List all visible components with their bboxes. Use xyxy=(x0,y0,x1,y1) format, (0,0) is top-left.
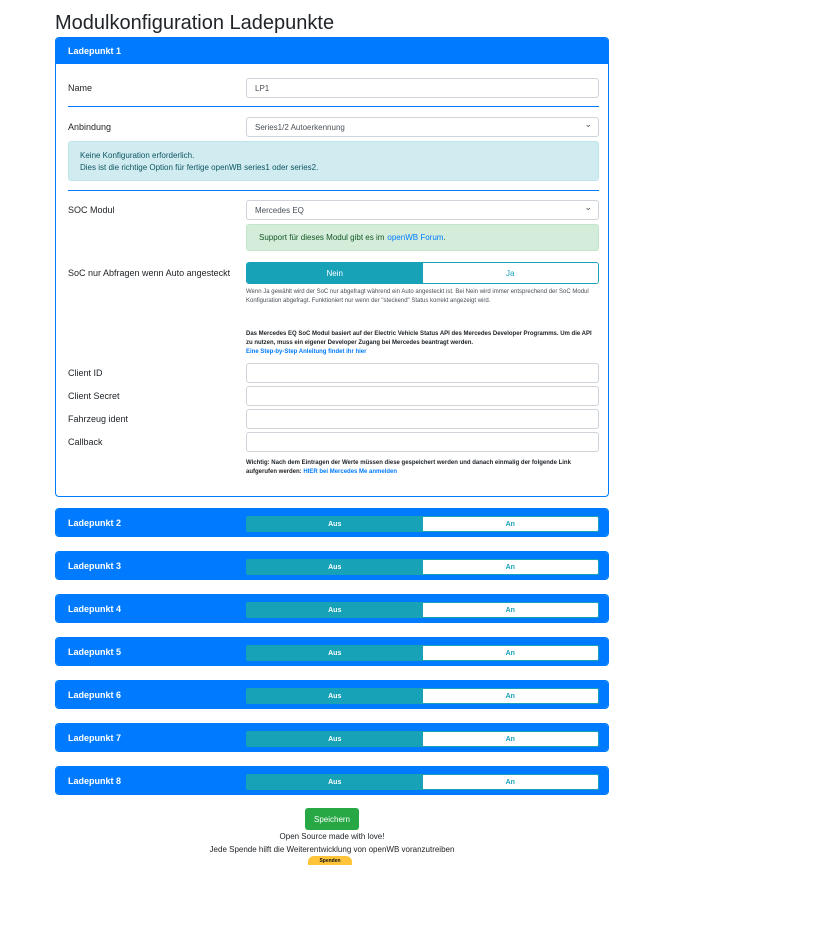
divider xyxy=(68,190,599,191)
soc-modul-select[interactable] xyxy=(246,200,599,220)
ladepunkt-6-header xyxy=(56,681,608,708)
toggle-aus-option[interactable]: Aus xyxy=(247,689,423,703)
support-text-end: . xyxy=(443,233,446,242)
mercedes-description-text: Das Mercedes EQ SoC Modul basiert auf der Electric Vehicle Status API des Mercedes Developer Programms. Um die API zu nutzen, muss ein eigener Developer Zugang bei Mercedes beantragt werden. xyxy=(246,331,592,346)
ladepunkt-5-card xyxy=(55,637,609,666)
ladepunkt-5-header xyxy=(56,638,608,665)
callback-input[interactable] xyxy=(246,432,599,452)
info-alert-line1: Keine Konfiguration erforderlich. xyxy=(80,151,195,160)
client-secret-label: Client Secret xyxy=(68,391,120,401)
ladepunkt-2-header xyxy=(56,509,608,536)
page-title: Modulkonfiguration Ladepunkte xyxy=(55,12,335,34)
ladepunkt-5-title: Ladepunkt 5 xyxy=(68,646,122,657)
ladepunkt-2-title: Ladepunkt 2 xyxy=(68,517,122,528)
mercedes-note xyxy=(246,459,599,477)
ladepunkt-2-toggle xyxy=(246,516,599,532)
ladepunkt-4-title: Ladepunkt 4 xyxy=(68,603,122,614)
toggle-an-option[interactable]: An xyxy=(423,603,599,617)
ladepunkt-3-title: Ladepunkt 3 xyxy=(68,560,122,571)
soc-only-label: SoC nur Abfragen wenn Auto angesteckt xyxy=(68,268,231,278)
ladepunkt-8-title: Ladepunkt 8 xyxy=(68,775,122,786)
ladepunkt-5-toggle xyxy=(246,645,599,661)
footer-love-text: Open Source made with love! xyxy=(279,832,385,841)
ladepunkt-1-card xyxy=(55,37,609,497)
ladepunkt-3-header xyxy=(56,552,608,579)
anbindung-label: Anbindung xyxy=(68,122,112,132)
ladepunkt-4-card xyxy=(55,594,609,623)
callback-label: Callback xyxy=(68,437,103,447)
ladepunkt-7-card xyxy=(55,723,609,752)
ladepunkt-1-header: Ladepunkt 1 xyxy=(56,38,608,64)
toggle-an-option[interactable]: An xyxy=(423,732,599,746)
support-text: Support für dieses Modul gibt es im xyxy=(259,233,385,242)
toggle-an-option[interactable]: An xyxy=(423,689,599,703)
ladepunkt-7-title: Ladepunkt 7 xyxy=(68,732,122,743)
toggle-aus-option[interactable]: Aus xyxy=(247,603,423,617)
fahrzeug-ident-label: Fahrzeug ident xyxy=(68,414,129,424)
soc-modul-label: SOC Modul xyxy=(68,205,115,215)
openwb-forum-link[interactable]: openWB Forum xyxy=(387,233,444,242)
anbindung-select[interactable] xyxy=(246,117,599,137)
ladepunkt-8-card xyxy=(55,766,609,795)
save-button[interactable]: Speichern xyxy=(305,808,359,830)
mercedes-note-text: Wichtig: Nach dem Eintragen der Werte müssen diese gespeichert werden und danach einmalig der folgende Link aufgerufen werden: xyxy=(246,460,571,475)
toggle-aus-option[interactable]: Aus xyxy=(247,560,423,574)
mercedes-description xyxy=(246,330,599,357)
toggle-ja-option[interactable]: Ja xyxy=(423,263,599,283)
ladepunkt-7-toggle xyxy=(246,731,599,747)
toggle-aus-option[interactable]: Aus xyxy=(247,775,423,789)
ladepunkt-2-card xyxy=(55,508,609,537)
soc-modul-select-value: Mercedes EQ xyxy=(255,205,304,215)
toggle-an-option[interactable]: An xyxy=(423,517,599,531)
toggle-an-option[interactable]: An xyxy=(423,646,599,660)
ladepunkt-3-card xyxy=(55,551,609,580)
toggle-aus-option[interactable]: Aus xyxy=(247,732,423,746)
soc-help-text: Wenn Ja gewählt wird der SoC nur abgefragt während ein Auto angesteckt ist. Bei Nein wird immer entsprechend der SoC Modul Konfiguration abgefragt. Funktioniert nur wenn der "steckend" Status korrekt angezeigt wird. xyxy=(246,289,589,304)
client-id-label: Client ID xyxy=(68,368,103,378)
divider xyxy=(68,106,599,107)
ladepunkt-6-card xyxy=(55,680,609,709)
info-alert xyxy=(68,141,599,181)
ladepunkt-6-toggle xyxy=(246,688,599,704)
support-alert xyxy=(246,224,599,251)
ladepunkt-8-toggle xyxy=(246,774,599,790)
ladepunkt-4-header xyxy=(56,595,608,622)
name-input[interactable]: LP1 xyxy=(246,78,599,98)
toggle-nein-option[interactable]: Nein xyxy=(247,263,423,283)
info-alert-line2: Dies ist die richtige Option für fertige openWB series1 oder series2. xyxy=(80,163,319,172)
client-secret-input[interactable] xyxy=(246,386,599,406)
step-by-step-link[interactable]: Eine Step-by-Step Anleitung findet ihr hier xyxy=(246,349,367,355)
toggle-an-option[interactable]: An xyxy=(423,560,599,574)
mercedes-me-login-link[interactable]: HIER bei Mercedes Me anmelden xyxy=(303,469,398,475)
ladepunkt-3-toggle xyxy=(246,559,599,575)
ladepunkt-8-header xyxy=(56,767,608,794)
donate-button[interactable]: Spenden xyxy=(308,856,352,865)
ladepunkt-7-header xyxy=(56,724,608,751)
toggle-aus-option[interactable]: Aus xyxy=(247,646,423,660)
footer-donation-text: Jede Spende hilft die Weiterentwicklung von openWB voranzutreiben xyxy=(209,845,455,854)
name-label: Name xyxy=(68,83,93,93)
toggle-an-option[interactable]: An xyxy=(423,775,599,789)
client-id-input[interactable] xyxy=(246,363,599,383)
fahrzeug-ident-input[interactable] xyxy=(246,409,599,429)
soc-only-toggle xyxy=(246,262,599,284)
anbindung-select-value: Series1/2 Autoerkennung xyxy=(255,122,345,132)
ladepunkt-4-toggle xyxy=(246,602,599,618)
toggle-aus-option[interactable]: Aus xyxy=(247,517,423,531)
ladepunkt-6-title: Ladepunkt 6 xyxy=(68,689,122,700)
